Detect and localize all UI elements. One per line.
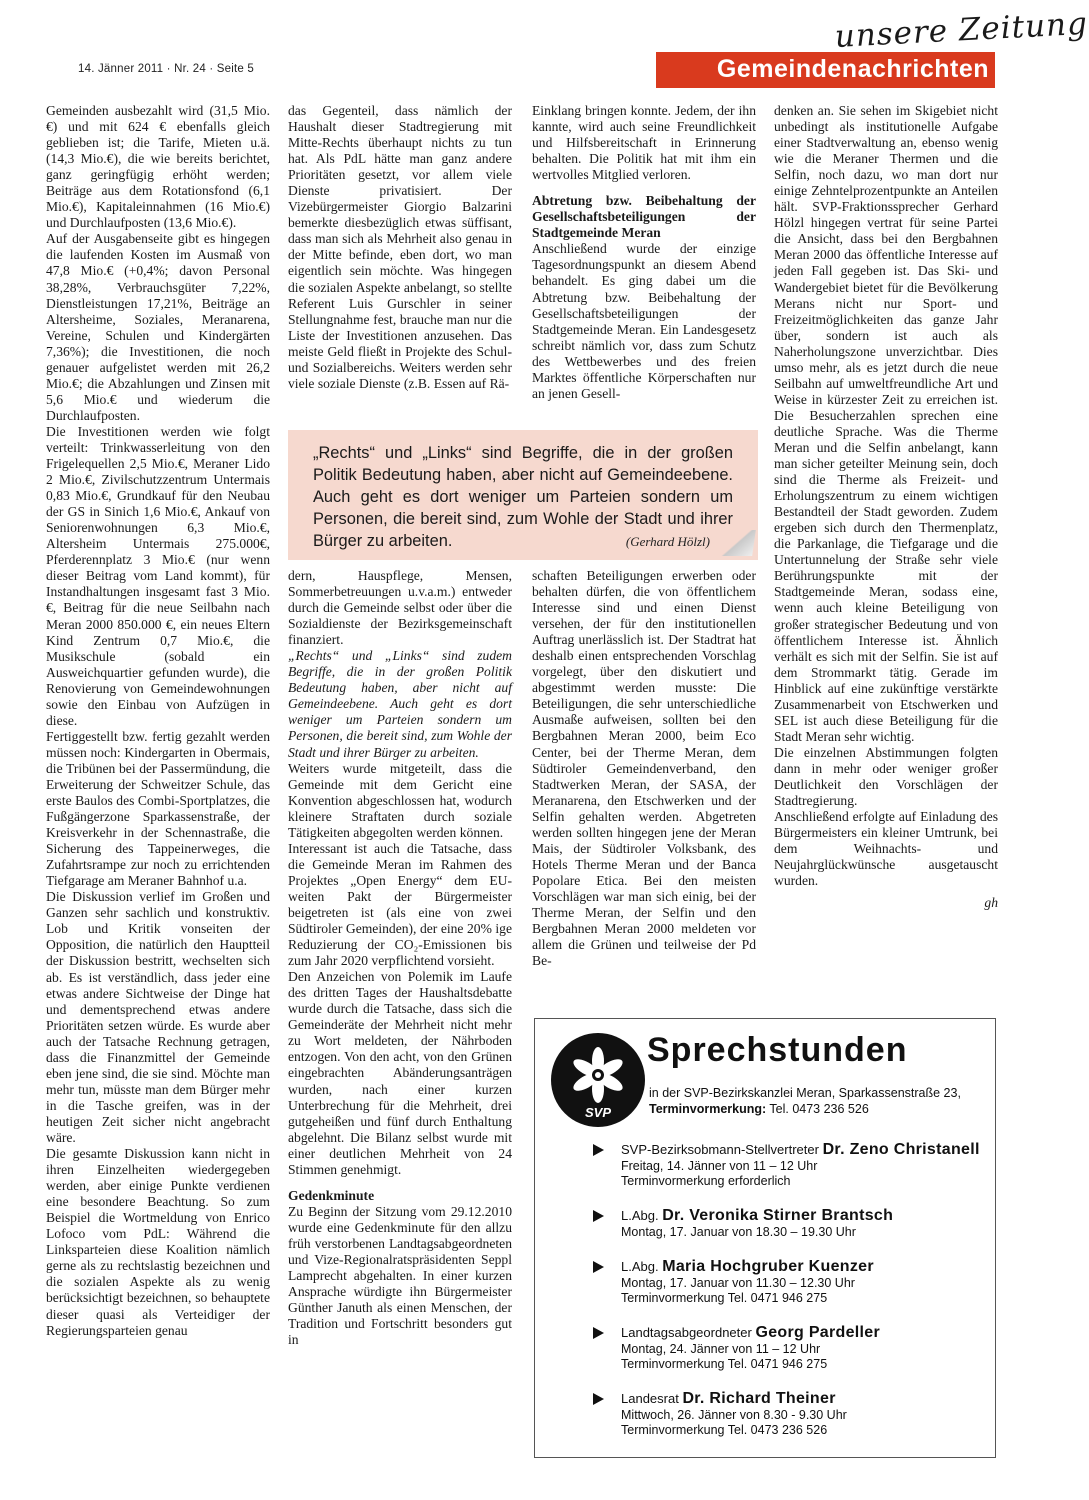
list-item: [593, 1207, 983, 1240]
sprechstunden-box: [534, 1018, 996, 1458]
time-slot: Freitag, 14. Jänner von 11 – 12 Uhr: [621, 1159, 818, 1173]
paragraph: Gemeinden ausbezahlt wird (31,5 Mio.€) und mit 624 € ebenfalls gleich geblieben ist; die Tarife, Mieten u.ä. (14,3 Mio.€), die wie bereits berichtet, ganz geringfügig erhöht werden; Beiträge aus dem Rotationsfond (6,1 Mio.€), Kapitaleinnahmen (16 Mio.€) und Durchlaufposten (13,6 Mio.€).: [46, 103, 270, 231]
pull-quote-author: (Gerhard Hölzl): [625, 534, 710, 549]
role: L.Abg.: [621, 1208, 663, 1223]
list-item: [593, 1390, 983, 1438]
section-title: Gemeindenachrichten: [716, 55, 989, 83]
logo-text: SVP: [584, 1105, 612, 1120]
subheading: Gedenkminute: [288, 1187, 375, 1203]
paragraph: Die Investitionen werden wie folgt verteilt: Trinkwasserleitung von den Frigelequellen 2,5 Mio.€, Meraner Lido 2 Mio.€, Zivilschutzzentrum Untermais 0,83 Mio.€, Grundkauf für den Neubau der GS in Sinich 1,6 Mio.€, Ankauf von Seniorenwohnungen 6,3 Mio.€, Altersheim Untermais 275.000€, Pferderennplatz 3 Mio.€ (nur wenn dieser Beitrag vom Land kommt), für Instandhaltungen insgesamt fast 3 Mio.€, Beitrag für die neue Seilbahn nach Meran 2000 850.000 €, ein neues Eltern Kind Zentrum 0,7 Mio.€, die Musikschule (sobald ein Ausweichquartier gefunden wurde), die Renovierung von Gemeindewohnungen sowie den Einbau von Aufzügen in diese.: [46, 423, 270, 728]
box-title: Sprechstunden: [647, 1031, 908, 1069]
paragraph: das Gegenteil, dass nämlich der Haushalt dieser Stadtregierung mit Mitte-Rechts überhaupt nichts zu tun hat. Als PdL hätte man ganz andere Prioritäten gesetzt, vor allem viele Dienste privatisiert. Der Vizebürgermeister Giorgio Balzarini bemerkte diesbezüglich etwas süffisant, dass man sich als Mehrheit also genau in der Mitte befinde, eben dort, wo man eigentlich sein möchte. Was hingegen die sozialen Aspekte anbelangt, so stellte Referent Luis Gurschler in seiner Stellungnahme fest, brauche man nur die Liste der Investitionen anzusehen. Das meiste Geld fließt in Projekte des Schul- und Sozialbereichs. Weiters werden sehr viele soziale Dienste (z.B. Essen auf Rä-: [288, 103, 512, 391]
appointment-line: [649, 1101, 961, 1117]
arrow-icon: [593, 1261, 604, 1273]
paragraph: denken an. Sie sehen im Skigebiet nicht unbedingt als institutionelle Aufgabe einer Stadtverwaltung an, ebenso wenig wie die Meraner Thermen und die Selfin, noch dazu, wo man dort nur einige Zehntelprozentpunkte an Anteilen hält. SVP-Fraktionssprecher Gerhard Hölzl hingegen vertrat für seine Partei die Ansicht, dass bei den Bergbahnen Meran 2000 das öffentliche Interesse auf jeden Fall gegeben ist. Das Ski- und Wandergebiet bietet für die Bevölkerung Merans nicht nur Sport- und Freizeitmöglichkeiten das ganze Jahr über, sondern ist auch als Naherholungszone unverzichtbar. Dies umso mehr, als es jetzt durch die neue Seilbahn auf umweltfreundliche Art und Weise in kürzester Zeit zu erreichen ist. Die Besucherzahlen sprechen eine deutliche Sprache. Was die Therme Meran und die Selfin anbelangt, kann man sicher geteilter Meinung sein, doch sind die Therme als Freizeit- und Erholungszentrum zu einem wichtigen Bestandteil der Stadt geworden. Zudem ergeben sich durch den Thermenplatz, die Parkanlage, die Tiefgarage und die Untertunnelung der Straße sehr viele Berührungspunkte mit der Stadtgemeinde Meran, sodass eine, wenn auch kleine Beteiligung von großer strategischer Bedeutung und von öffentlichem Interesse ist. Ähnlich verhält es sich mit der Selfin. Sie ist auf dem Strommarkt tätig. Gerade im Hinblick auf eine zukünftige verstärkte Zusammenarbeit von Etschwerken und SEL ist auch diese Beteiligung für die Stadt Meran sehr wichtig.: [774, 103, 998, 744]
svp-logo: [551, 1033, 645, 1127]
paragraph: Die gesamte Diskussion kann nicht in ihren Einzelheiten wiedergegeben werden, aber einige Punkte verdienen eine besondere Beachtung. So zum Beispiel die Wortmeldung von Enrico Lofoco vom PdL: Während die Linksparteien diese Koalition nämlich gerne als zu rechtslastig bezeichnen und die sozialen Aspekte als zu wenig berücksichtigt bezeichnen, so behauptete dieser quasi als Verteidiger der Regierungsparteien genau: [46, 1146, 270, 1338]
paragraph: Den Anzeichen von Polemik im Laufe des dritten Tages der Haushaltsdebatte wurde durch die Tatsache, dass sich die Gemeinderäte der Mehrheit nicht mehr zu Wort meldeten, der Nährboden entzogen. Von den acht, von den Grünen eingebrachten Abänderungsanträgen wurden, nach einer kurzen Unterbrechung für die Mehrheit, drei gutgeheißen und fünf durch Enthaltung abgelehnt. Die Bilanz selbst wurde mit einer deutlichen Mehrheit von 24 Stimmen genehmigt.: [288, 969, 512, 1177]
article-column-2-bottom: [288, 568, 512, 1348]
arrow-icon: [593, 1393, 604, 1405]
person-name: Dr. Veronika Stirner Brantsch: [662, 1207, 894, 1224]
article-column-4: [774, 103, 998, 911]
time-slot: Montag, 17. Januar von 18.30 – 19.30 Uhr: [621, 1225, 856, 1239]
article-column-2-top: [288, 103, 512, 392]
person-name: Georg Pardeller: [755, 1324, 880, 1341]
appointment-phone: Tel. 0473 236 526: [766, 1102, 869, 1116]
arrow-icon: [593, 1327, 604, 1339]
box-address: [649, 1085, 961, 1117]
appointment-note: Terminvormerkung Tel. 0471 946 275: [621, 1357, 828, 1371]
paragraph: Die einzelnen Abstimmungen folgten dann in mehr oder weniger großer Deutlichkeit den Vorschlägen der Stadtregierung.: [774, 744, 998, 809]
appointment-note: Terminvormerkung erforderlich: [621, 1174, 791, 1188]
list-item: [593, 1141, 983, 1189]
edelweiss-icon: [551, 1033, 645, 1127]
role: L.Abg.: [621, 1259, 663, 1274]
appointment-note: Terminvormerkung Tel. 0471 946 275: [621, 1291, 828, 1305]
author-signature: gh: [984, 895, 998, 911]
time-slot: Montag, 17. Januar von 11.30 – 12.30 Uhr: [621, 1276, 855, 1290]
quote-paragraph: „Rechts“ und „Links“ sind zudem Begriffe, die in der großen Politik Bedeutung haben, aber nicht auf Gemeindeebene. Auch geht es dort weniger um Parteien sondern um Personen, die bereit sind, zum Wohle der Stadt und ihrer Bürger zu arbeiten.: [288, 648, 512, 760]
brand-logo: unsere Zeitung: [833, 5, 1089, 55]
person-name: Maria Hochgruber Kuenzer: [662, 1258, 874, 1275]
appointment-label: Terminvormerkung:: [649, 1102, 767, 1116]
paragraph: Einklang bringen konnte. Jedem, der ihn kannte, wird auch seine Freundlichkeit und Hilfsbereitschaft in Erinnerung behalten. Die Politik hat mit ihm ein wertvolles Mitglied verloren.: [532, 103, 756, 183]
person-name: Dr. Zeno Christanell: [822, 1141, 980, 1158]
paragraph: schaften Beteiligungen erwerben oder behalten dürfen, die von öffentlichem Interesse sind und einen Dienst versehen, der für den institutionellen Auftrag unerlässlich ist. Der Stadtrat hat deshalb einen entsprechenden Vorschlag vorgelegt, über den diskutiert und abgestimmt werden musste: Die Beteiligungen, die sehr unterschiedliche Ausmaße aufweisen, sollten bei den Bergbahnen Meran 2000, beim Eco Center, bei der Therme Meran, dem Südtiroler Gemeindenverband, den Stadtwerken Meran, der SASA, der Meranarena, den Etschwerken und der Selfin gehalten werden. Abgetreten werden sollten hingegen jene der Meran Mais, der Südtiroler Volksbank, des Hotels Therme Meran und der Banca Popolare Etica. Bei den meisten Vorschlägen war man sich einig, bei der Therme Meran, der Selfin und den Bergbahnen Meran 2000 meldeten vor allem die Grünen und teilweise der Pd Be-: [532, 568, 756, 969]
issue-meta: 14. Jänner 2011 · Nr. 24 · Seite 5: [78, 63, 254, 75]
list-item: [593, 1258, 983, 1306]
article-column-3-top: [532, 103, 756, 402]
paragraph: Weiters wurde mitgeteilt, dass die Gemeinde mit dem Gericht eine Konvention abgeschlossen hat, wodurch kleinere Straftaten durch soziale Tätigkeiten abgegolten werden können.: [288, 760, 512, 840]
paragraph: dern, Hauspflege, Mensen, Sommerbetreuungen u.v.a.m.) entweder durch die Gemeinde selbst oder über die Sozialdienste der Bezirksgemeinschaft finanziert.: [288, 568, 512, 648]
person-name: Dr. Richard Theiner: [682, 1390, 836, 1407]
role: Landtagsabgeordneter: [621, 1325, 756, 1340]
paragraph: Zu Beginn der Sitzung vom 29.12.2010 wurde eine Gedenkminute für den allzu früh verstorbenen Landtagsabgeordneten und Vize-Regionalratspräsidenten Seppl Lamprecht abgehalten. In einer kurzen Ansprache würdigte ihn Bürgermeister Günther Januth als einen Menschen, der Tradition und Fortschritt besonders gut in: [288, 1203, 512, 1348]
appointment-note: Terminvormerkung Tel. 0473 236 526: [621, 1423, 828, 1437]
pull-quote: [288, 430, 758, 560]
article-column-1: [46, 103, 270, 1339]
page-curl-icon: [718, 530, 756, 556]
arrow-icon: [593, 1144, 604, 1156]
paragraph: Auf der Ausgabenseite gibt es hingegen die laufenden Kosten im Ausmaß von 47,8 Mio.€ (+0,4%; davon Personal 38,28%, Verbrauchsgüter 7,22%, Dienstleistungen 17,21%, Beiträge an Altersheime, Soziales, Meranarena, Vereine, Schulen und Kindergärten 7,36%); die Investitionen, die noch genauer aufgelistet werden mit 26,2 Mio.€; die Abzahlungen und Zinsen mit 5,6 Mio.€ und wiederum die Durchlaufposten.: [46, 231, 270, 423]
address-line: in der SVP-Bezirkskanzlei Meran, Sparkassenstraße 23,: [649, 1086, 961, 1100]
arrow-icon: [593, 1210, 604, 1222]
pull-quote-text: „Rechts“ und „Links“ sind Begriffe, die in der großen Politik Bedeutung haben, aber nicht auf Gemeindeebene. Auch geht es dort weniger um Parteien sondern um Personen, die bereit sind, zum Wohle der Stadt und ihrer Bürger zu arbeiten.: [313, 444, 733, 550]
paragraph: Anschließend erfolgte auf Einladung des Bürgermeisters ein kleiner Umtrunk, bei dem Weihnachts- und Neujahrglückwünsche ausgetauscht wurden.: [774, 809, 998, 889]
consultation-list: [593, 1141, 983, 1456]
time-slot: Montag, 24. Jänner von 11 – 12 Uhr: [621, 1342, 821, 1356]
subheading: Abtretung bzw. Beibehaltung der Gesellschaftsbeteiligungen der Stadtgemeinde Meran: [532, 193, 756, 241]
paragraph: Die Diskussion verlief im Großen und Ganzen sehr sachlich und konstruktiv. Lob und Kritik vonseiten der Opposition, die natürlich den Hauptteil der Diskussion bestritt, wechselten sich ab. Es ist verständlich, dass jeder eine etwas andere Sichtweise der Dinge hat und dementsprechend etwas andere Prioritäten setzen würde. Es wurde aber auch der Tatsache Rechnung getragen, dass die Finanzmittel der Gemeinde eben jene sind, die sie sind. Möchte man mehr tun, müsste man dem Bürger mehr in die Tasche greifen, was in der heutigen Zeit sicher nicht angebracht wäre.: [46, 889, 270, 1145]
role: SVP-Bezirksobmann-Stellvertreter: [621, 1142, 823, 1157]
paragraph: Interessant ist auch die Tatsache, dass die Gemeinde Meran im Rahmen des Projektes „Open Energy“ dem EU-weiten Pakt der Bürgermeister beigetreten ist (als eine von zwei Südtiroler Gemeinden), der eine 20% ige Reduzierung der CO₂-Emissionen bis zum Jahr 2020 verpflichtend vorsieht.: [288, 840, 512, 969]
article-column-3-bottom: [532, 568, 756, 969]
time-slot: Mittwoch, 26. Jänner von 8.30 - 9.30 Uhr: [621, 1408, 847, 1422]
paragraph: Anschließend wurde der einzige Tagesordnungspunkt an diesem Abend behandelt. Es ging dabei um die Abtretung bzw. Beibehaltung der Gesellschaftsbeteiligungen der Stadtgemeinde Meran. Ein Landesgesetz schreibt nämlich vor, dass zum Schutz des Wettbewerbes und des freien Marktes öffentliche Körperschaften nur an jenen Gesell-: [532, 241, 756, 401]
paragraph: Fertiggestellt bzw. fertig gezahlt werden müssen noch: Kindergarten in Obermais, die Tribünen bei der Passermündung, die Erweiterung der Schweitzer Schule, das erste Baulos des Combi-Sportplatzes, die Fußgängerzone Sparkassenstraße, der Kreisverkehr in der Schennastraße, die Sicherung des Tappeinerweges, die Zufahrtsrampe zur noch zu errichtenden Tiefgarage am Meraner Bahnhof u.a.: [46, 728, 270, 889]
list-item: [593, 1324, 983, 1372]
role: Landesrat: [621, 1391, 683, 1406]
